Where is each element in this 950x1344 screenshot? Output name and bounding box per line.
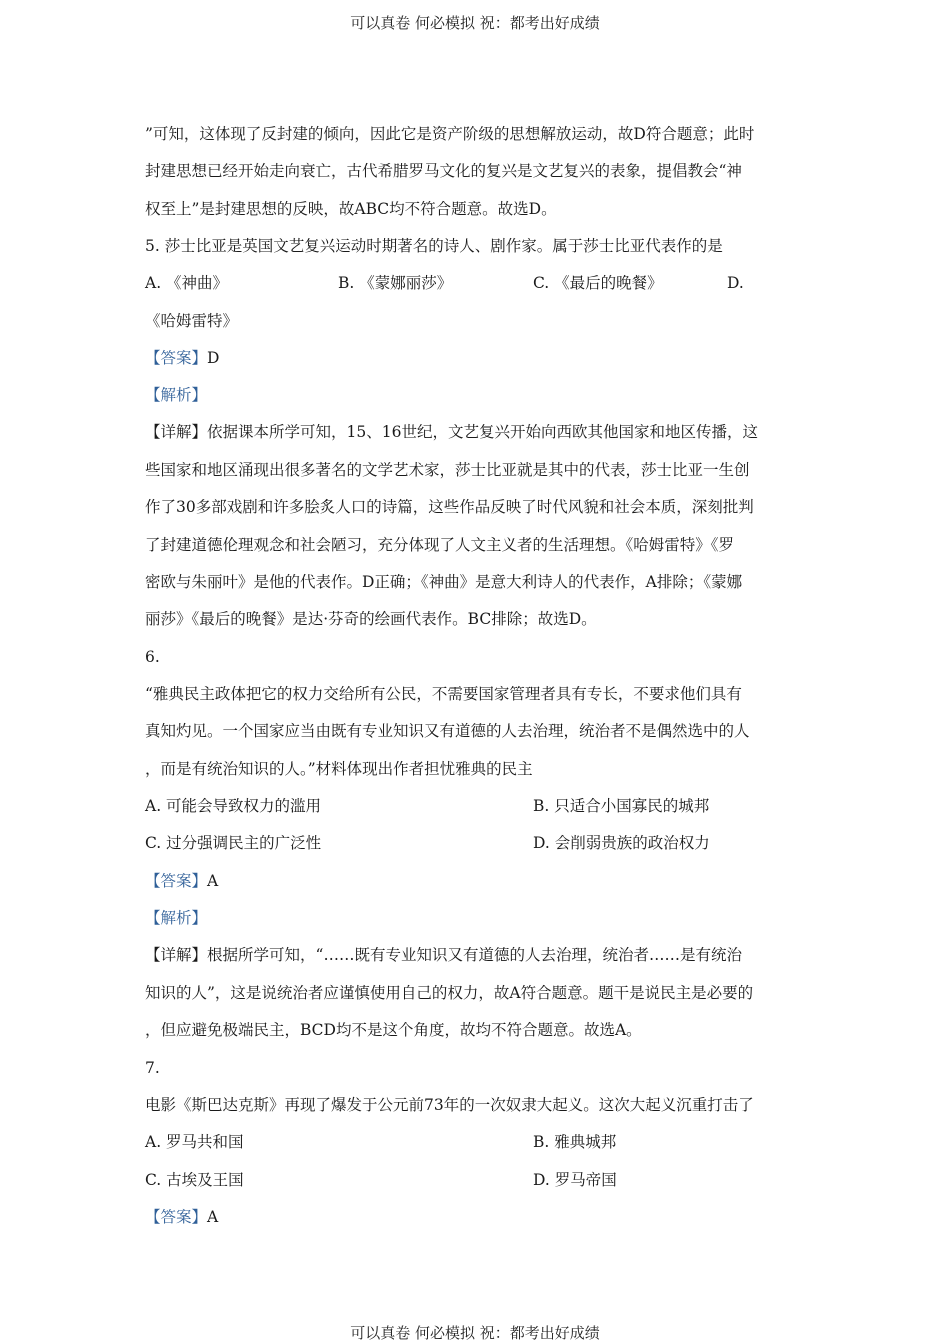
page-header: 可以真卷 何必模拟 祝：都考出好成绩 bbox=[350, 14, 600, 32]
q5-detail-line bbox=[145, 422, 758, 442]
q6-stem-line: 真知灼见。一个国家应当由既有专业知识又有道德的人去治理，统治者不是偶然选中的人 bbox=[145, 722, 750, 740]
q5-option-d: D. bbox=[727, 274, 744, 292]
answer-tag: 【答案】 bbox=[145, 349, 208, 367]
q6-option-a: A. 可能会导致权力的滥用 bbox=[145, 797, 322, 815]
q7-option-c: C. 古埃及王国 bbox=[145, 1171, 244, 1189]
q7-option-b: B. 雅典城邦 bbox=[533, 1133, 617, 1151]
question-7-number: 7. bbox=[145, 1059, 160, 1077]
q6-detail-line: 知识的人”，这是说统治者应谨慎使用自己的权力，故A符合题意。题干是说民主是必要的 bbox=[145, 984, 754, 1002]
q5-option-c: C. 《最后的晚餐》 bbox=[533, 274, 663, 292]
detail-tag: 【详解】 bbox=[145, 946, 208, 964]
q6-option-b: B. 只适合小国寡民的城邦 bbox=[533, 797, 710, 815]
q5-analysis-tag: 【解析】 bbox=[145, 386, 208, 404]
q6-answer bbox=[145, 871, 218, 891]
q6-stem-line: ，而是有统治知识的人。”材料体现出作者担忧雅典的民主 bbox=[145, 760, 533, 778]
q5-option-b: B. 《蒙娜丽莎》 bbox=[338, 274, 453, 292]
q7-option-a: A. 罗马共和国 bbox=[145, 1133, 244, 1151]
question-5-stem: 5. 莎士比亚是英国文艺复兴运动时期著名的诗人、剧作家。属于莎士比亚代表作的是 bbox=[145, 237, 723, 255]
q5-detail-line: 密欧与朱丽叶》是他的代表作。D正确；《神曲》是意大利诗人的代表作，A排除；《蒙娜 bbox=[145, 573, 743, 591]
q6-detail-line bbox=[145, 945, 742, 965]
intro-line: ”可知，这体现了反封建的倾向，因此它是资产阶级的思想解放运动，故D符合题意；此时 bbox=[145, 125, 755, 143]
q7-answer bbox=[145, 1207, 218, 1227]
q7-option-d: D. 罗马帝国 bbox=[533, 1171, 617, 1189]
intro-line: 封建思想已经开始走向衰亡，古代希腊罗马文化的复兴是文艺复兴的表象，提倡教会“神 bbox=[145, 162, 742, 180]
question-6-number: 6. bbox=[145, 648, 160, 666]
q6-option-d: D. 会削弱贵族的政治权力 bbox=[533, 834, 710, 852]
answer-value: A bbox=[207, 872, 219, 890]
q6-option-c: C. 过分强调民主的广泛性 bbox=[145, 834, 322, 852]
intro-line: 权至上”是封建思想的反映，故ABC均不符合题意。故选D。 bbox=[145, 200, 557, 218]
q6-detail-line: ，但应避免极端民主，BCD均不是这个角度，故均不符合题意。故选A。 bbox=[145, 1021, 642, 1039]
answer-value: D bbox=[207, 349, 220, 367]
q5-detail-line: 些国家和地区涌现出很多著名的文学艺术家，莎士比亚就是其中的代表，莎士比亚一生创 bbox=[145, 461, 750, 479]
answer-tag: 【答案】 bbox=[145, 872, 208, 890]
q5-option-a: A. 《神曲》 bbox=[145, 274, 229, 292]
answer-tag: 【答案】 bbox=[145, 1208, 208, 1226]
page-footer: 可以真卷 何必模拟 祝：都考出好成绩 bbox=[350, 1324, 600, 1342]
q5-detail-line: 丽莎》《最后的晚餐》是达·芬奇的绘画代表作。BC排除；故选D。 bbox=[145, 610, 597, 628]
q7-stem: 电影《斯巴达克斯》再现了爆发于公元前73年的一次奴隶大起义。这次大起义沉重打击了 bbox=[145, 1096, 754, 1114]
q6-stem-line: “雅典民主政体把它的权力交给所有公民，不需要国家管理者具有专长，不要求他们具有 bbox=[145, 685, 742, 703]
q6-analysis-tag: 【解析】 bbox=[145, 909, 208, 927]
q5-answer bbox=[145, 348, 219, 368]
q5-option-d-text: 《哈姆雷特》 bbox=[145, 312, 239, 330]
detail-text: 依据课本所学可知，15、16世纪，文艺复兴开始向西欧其他国家和地区传播，这 bbox=[207, 423, 758, 441]
detail-text: 根据所学可知，“……既有专业知识又有道德的人去治理，统治者……是有统治 bbox=[207, 946, 742, 964]
answer-value: A bbox=[207, 1208, 219, 1226]
q5-detail-line: 作了30多部戏剧和许多脍炙人口的诗篇，这些作品反映了时代风貌和社会本质，深刻批判 bbox=[145, 498, 754, 516]
q5-detail-line: 了封建道德伦理观念和社会陋习，充分体现了人文主义者的生活理想。《哈姆雷特》《罗 bbox=[145, 536, 735, 554]
detail-tag: 【详解】 bbox=[145, 423, 208, 441]
